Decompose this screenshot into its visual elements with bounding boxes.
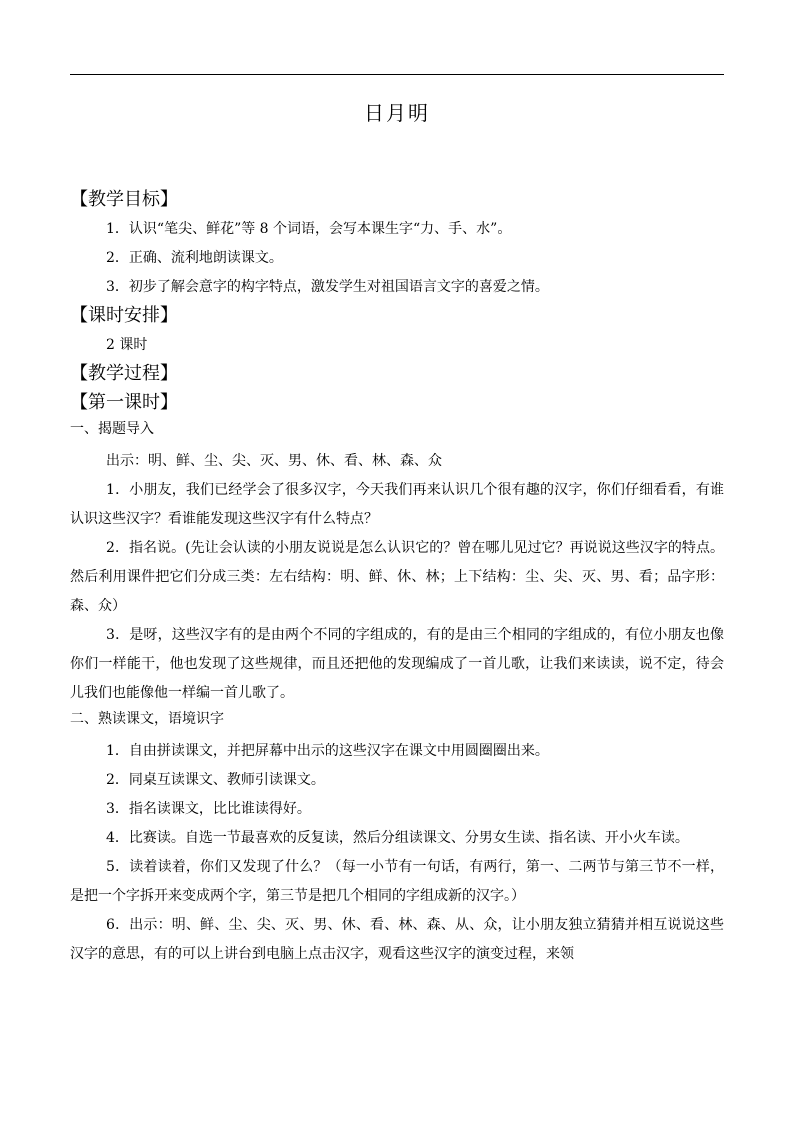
goal-item: 1．认识“笔尖、鲜花”等 8 个词语，会写本课生字“力、手、水”。: [106, 221, 512, 237]
part2-paragraph: 5．读着读着，你们又发现了什么？（每一小节有一句话，有两行，第一、二两节与第三节不一样，是把一个字拆开来变成两个字，第三节是把几个相同的字组成新的汉字。）: [70, 859, 724, 904]
goal-item: 3．初步了解会意字的构字特点，激发学生对祖国语言文字的喜爱之情。: [106, 279, 549, 295]
part1-paragraph: 3．是呀，这些汉字有的是由两个不同的字组成的，有的是由三个相同的字组成的，有位小朋友也像你们一样能干，他也发现了这些规律，而且还把他的发现编成了一首儿歌，让我们来读读，说不定，待会儿我们也能像他一样编一首儿歌了。: [70, 627, 724, 701]
lesson1-heading: 【第一课时】: [70, 392, 178, 413]
part1-paragraph: 1．小朋友，我们已经学会了很多汉字，今天我们再来认识几个很有趣的汉字，你们仔细看看，有谁认识这些汉字？看谁能发现这些汉字有什么特点？: [70, 482, 724, 527]
part1-paragraph: 2．指名说。(先让会认读的小朋友说说是怎么认识它的？曾在哪儿见过它？再说说这些汉字的特点。然后利用课件把它们分成三类：左右结构：明、鲜、休、林；上下结构：尘、尖、灭、男、看；品字形：森、众）: [70, 540, 724, 614]
document-body: [70, 186, 724, 969]
part2-paragraph: 2．同桌互读课文、教师引读课文。: [106, 772, 325, 788]
part2-paragraph: 3．指名读课文，比比谁读得好。: [106, 801, 311, 817]
document-title: 日月明: [364, 101, 430, 125]
header-rule: [70, 74, 724, 75]
goal-item: 2．正确、流利地朗读课文。: [106, 250, 283, 266]
part2-heading: 二、熟读课文，语境识字: [70, 711, 224, 727]
part1-paragraph: 出示：明、鲜、尘、尖、灭、男、休、看、林、森、众: [106, 453, 442, 469]
goals-heading: 【教学目标】: [70, 189, 178, 210]
part2-paragraph: 1．自由拼读课文，并把屏幕中出示的这些汉字在课文中用圆圈圈出来。: [106, 743, 549, 759]
process-heading: 【教学过程】: [70, 363, 178, 384]
part2-paragraph: 6．出示：明、鲜、尘、尖、灭、男、休、看、林、森、从、众，让小朋友独立猜猜并相互说说这些汉字的意思，有的可以上讲台到电脑上点击汉字，观看这些汉字的演变过程，来领: [70, 917, 724, 962]
part1-heading: 一、揭题导入: [70, 421, 154, 437]
part2-paragraph: 4．比赛读。自选一节最喜欢的反复读，然后分组读课文、分男女生读、指名读、开小火车读。: [106, 830, 689, 846]
schedule-text: 2 课时: [106, 337, 148, 353]
schedule-heading: 【课时安排】: [70, 305, 178, 326]
